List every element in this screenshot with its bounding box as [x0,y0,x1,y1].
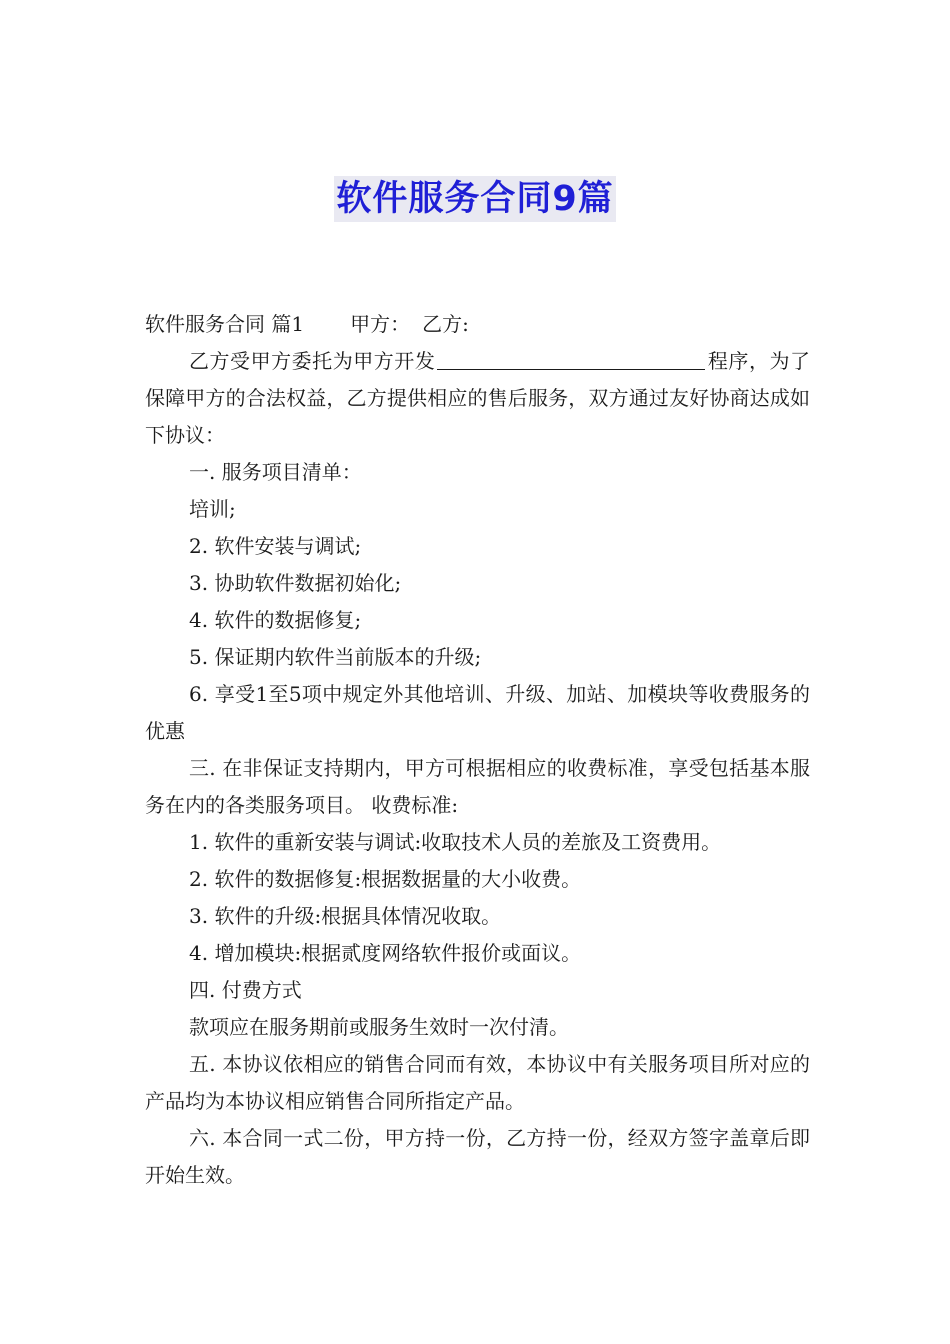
section1-item: 2. 软件安装与调试; [189,534,362,558]
section1-item: 6. 享受1至5项中规定外其他培训、升级、加站、加模块等收费服务的优惠 [145,682,810,743]
party-b-label: 乙方: [422,312,469,336]
section1-item: 3. 协助软件数据初始化; [189,571,402,595]
section1-item: 4. 软件的数据修复; [189,608,362,632]
section6-paragraph: 六. 本合同一式二份，甲方持一份，乙方持一份，经双方签字盖章后即开始生效。 [145,1126,810,1187]
title-container [0,176,950,222]
section3-item: 3. 软件的升级:根据具体情况收取。 [189,904,502,928]
section1-item: 5. 保证期内软件当前版本的升级; [189,645,482,669]
document-body [145,306,810,1194]
section4-heading: 四. 付费方式 [189,978,302,1002]
intro-before-blank: 乙方受甲方委托为甲方开发 [189,349,436,373]
intro-paragraph [145,343,810,454]
section5-paragraph: 五. 本协议依相应的销售合同而有效，本协议中有关服务项目所对应的产品均为本协议相应销售合同所指定产品。 [145,1052,810,1113]
contract-heading: 软件服务合同 篇1 [145,312,305,336]
program-name-blank [437,345,705,370]
section3-item: 2. 软件的数据修复:根据数据量的大小收费。 [189,867,582,891]
section1-heading: 一. 服务项目清单： [189,460,362,484]
section1-item: 培训; [189,497,236,521]
section3-item: 1. 软件的重新安装与调试:收取技术人员的差旅及工资费用。 [189,830,722,854]
section3-paragraph: 三. 在非保证支持期内，甲方可根据相应的收费标准，享受包括基本服务在内的各类服务项目。 收费标准: [145,756,810,817]
header-line [145,306,810,343]
section4-paragraph: 款项应在服务期前或服务生效时一次付清。 [189,1015,569,1039]
section3-item: 4. 增加模块:根据贰度网络软件报价或面议。 [189,941,582,965]
intro-after-blank: 程序，为了保障甲方的合法权益，乙方提供相应的售后服务，双方通过友好协商达成如下协议： [145,349,811,447]
document-title: 软件服务合同9篇 [334,176,615,222]
party-a-label: 甲方： [350,312,411,336]
